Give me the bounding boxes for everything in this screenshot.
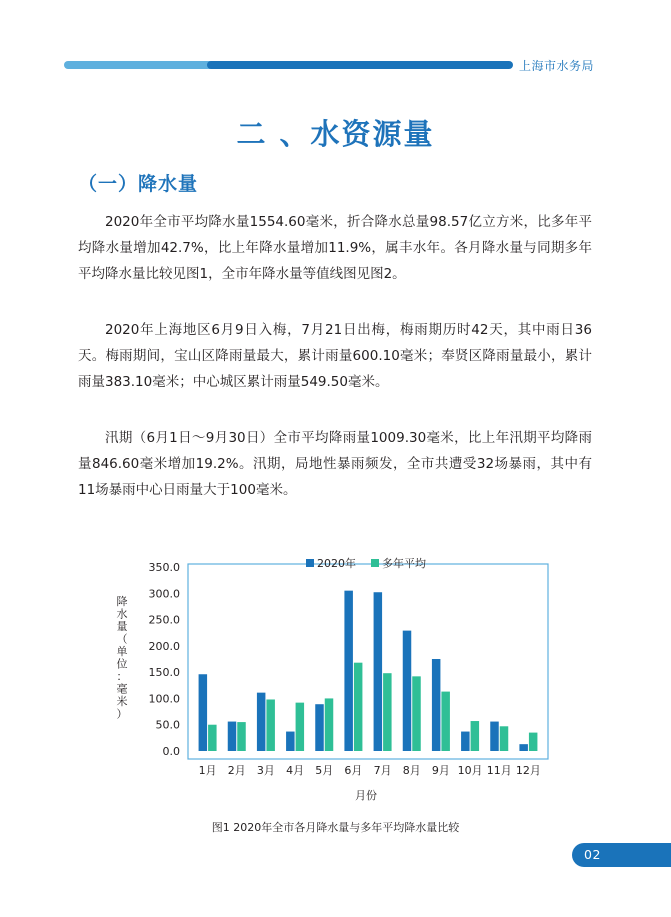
x-tick-label: 9月: [431, 764, 450, 777]
legend-swatch-average: [371, 559, 379, 567]
bar-average-2: [237, 722, 246, 751]
x-tick-label: 8月: [402, 764, 421, 777]
bar-2020-9: [432, 659, 441, 751]
bar-average-6: [354, 663, 363, 751]
y-axis-label-char: 降: [116, 595, 128, 608]
bar-average-3: [266, 699, 275, 751]
bar-2020-8: [403, 631, 412, 751]
paragraph-plum-rain-season: 2020年上海地区6月9日入梅，7月21日出梅，梅雨期历时42天，其中雨日36天。梅雨期间，宝山区降雨量最大，累计雨量600.10毫米；奉贤区降雨量最小，累计雨量383.10毫米；中心城区累计雨量549.50毫米。: [78, 322, 592, 390]
bar-average-4: [296, 703, 305, 751]
x-tick-label: 10月: [457, 764, 483, 777]
x-tick-label: 1月: [198, 764, 217, 777]
legend-swatch-2020: [306, 559, 314, 567]
paragraph-flood-season: 汛期（6月1日～9月30日）全市平均降雨量1009.30毫米，比上年汛期平均降雨量846.60毫米增加19.2%。汛期，局地性暴雨频发，全市共遭受32场暴雨，其中有11场暴雨中心日雨量大于100毫米。: [78, 430, 592, 498]
x-tick-label: 7月: [373, 764, 392, 777]
y-tick-label: 50.0: [155, 718, 180, 732]
header-org-name: 上海市水务局: [519, 59, 595, 73]
bar-average-8: [412, 676, 421, 751]
figure-caption: 图1 2020年全市各月降水量与多年平均降水量比较: [211, 821, 460, 834]
bar-2020-1: [199, 674, 208, 751]
x-axis-label: 月份: [355, 789, 377, 802]
y-axis-label-char: 米: [116, 695, 128, 708]
bar-average-7: [383, 673, 392, 751]
y-tick-label: 0.0: [162, 745, 180, 758]
y-axis-label-char: ）: [116, 707, 128, 721]
bar-2020-4: [286, 732, 295, 751]
x-tick-label: 12月: [515, 764, 541, 777]
monthly-precipitation-chart: [108, 548, 568, 802]
x-tick-label: 11月: [486, 764, 512, 777]
bar-2020-7: [374, 592, 383, 751]
bar-2020-10: [461, 732, 470, 751]
bar-average-1: [208, 725, 217, 751]
y-axis-label-char: 水: [116, 607, 128, 621]
x-tick-label: 5月: [315, 764, 334, 777]
bar-average-11: [500, 726, 509, 751]
bar-2020-6: [344, 591, 353, 751]
bar-2020-3: [257, 693, 266, 751]
header-decoration-bar-dark: [207, 61, 513, 69]
bar-average-5: [325, 698, 334, 751]
bar-2020-12: [519, 744, 528, 751]
x-tick-label: 2月: [227, 764, 246, 777]
bar-average-12: [529, 733, 538, 751]
bar-average-10: [471, 721, 480, 751]
bar-2020-2: [228, 722, 237, 751]
paragraph-annual-precipitation: 2020年全市平均降水量1554.60毫米，折合降水总量98.57亿立方米，比多年平均降水量增加42.7%，比上年降水量增加11.9%，属丰水年。各月降水量与同期多年平均降水量比较见图1，全市年降水量等值线图见图2。: [78, 214, 592, 282]
y-tick-label: 100.0: [148, 692, 180, 706]
legend-label-2020: 2020年: [317, 557, 356, 570]
y-tick-label: 150.0: [148, 666, 180, 680]
subsection-title: （一）降水量: [78, 173, 199, 195]
legend-label-average: 多年平均: [382, 557, 426, 570]
y-axis-label-char: ：: [116, 670, 128, 683]
y-axis-label-char: 位: [116, 657, 128, 671]
y-axis-label-char: 单: [116, 645, 128, 658]
bar-average-9: [441, 692, 450, 751]
y-axis-label-char: 毫: [116, 682, 128, 696]
y-axis-label-char: （: [116, 632, 128, 646]
y-tick-label: 250.0: [148, 613, 180, 627]
x-tick-label: 3月: [256, 764, 275, 777]
x-tick-label: 6月: [344, 764, 363, 777]
y-tick-label: 200.0: [148, 639, 180, 653]
bar-2020-11: [490, 722, 499, 751]
y-axis-label-char: 量: [116, 620, 128, 633]
y-tick-label: 350.0: [148, 561, 180, 574]
section-title: 二 、水资源量: [236, 117, 435, 151]
bar-2020-5: [315, 704, 324, 751]
page-number: 02: [584, 847, 601, 862]
y-tick-label: 300.0: [148, 587, 180, 601]
header-decoration-bar-light: [64, 61, 214, 69]
x-tick-label: 4月: [286, 764, 305, 777]
